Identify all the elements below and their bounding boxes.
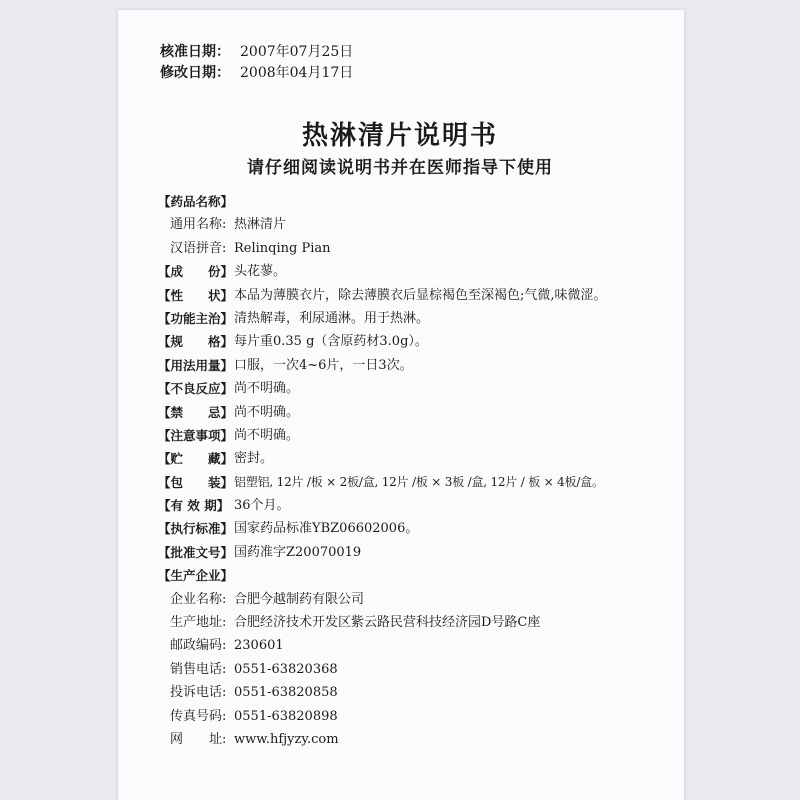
- field-row: [158, 728, 688, 751]
- field-value: 本品为薄膜衣片，除去薄膜衣后显棕褐色至深褐色;气微,味微涩。: [234, 287, 607, 303]
- field-label: 企业名称:: [170, 591, 227, 607]
- field-row: [158, 284, 688, 307]
- document-title: 热淋清片说明书: [301, 121, 498, 151]
- field-row: [158, 190, 688, 213]
- field-label: 生产地址:: [170, 615, 227, 631]
- date-block: [160, 42, 353, 84]
- field-value: 每片重0.35 g（含原药材3.0g）。: [234, 334, 428, 350]
- field-label: 【性 状】: [158, 287, 234, 303]
- field-label: 【执行标准】: [158, 521, 234, 537]
- document-subtitle: 请仔细阅读说明书并在医师指导下使用: [247, 158, 553, 178]
- field-value: 国药准字Z20070019: [234, 544, 362, 560]
- field-value: 尚不明确。: [234, 381, 300, 397]
- field-label: 【贮 藏】: [158, 451, 234, 467]
- field-value: 头花蓼。: [234, 264, 287, 280]
- field-label: 【成 份】: [158, 264, 234, 280]
- field-value: 0551-63820898: [234, 708, 338, 724]
- field-label: 【不良反应】: [158, 381, 234, 397]
- field-label: 通用名称:: [170, 217, 227, 233]
- field-row: [158, 237, 688, 260]
- field-row: [158, 658, 688, 681]
- field-row: [158, 354, 688, 377]
- field-row: [158, 681, 688, 704]
- field-value: Relinqing Pian: [234, 240, 331, 256]
- field-row: [158, 260, 688, 283]
- field-value: 尚不明确。: [234, 427, 300, 443]
- field-row: [158, 634, 688, 657]
- field-row: [158, 424, 688, 447]
- field-row: [158, 330, 688, 353]
- revision-date-value: 2008年04月17日: [240, 65, 354, 81]
- field-row: [158, 213, 688, 236]
- field-value: 合肥今越制药有限公司: [234, 591, 365, 607]
- field-value: 密封。: [234, 451, 274, 467]
- field-value: 清热解毒，利尿通淋。用于热淋。: [234, 310, 430, 326]
- field-value: 国家药品标准YBZ06602006。: [234, 521, 419, 537]
- field-value: 尚不明确。: [234, 404, 300, 420]
- field-row: [158, 564, 688, 587]
- field-value: 0551-63820858: [234, 685, 338, 701]
- field-label: 【功能主治】: [158, 310, 234, 326]
- field-label: 【用法用量】: [158, 357, 234, 373]
- field-row: [158, 611, 688, 634]
- field-row: [158, 494, 688, 517]
- field-label: 【药品名称】: [158, 194, 234, 209]
- field-label: 【有 效 期】: [158, 498, 230, 514]
- field-row: [158, 588, 688, 611]
- field-value: 0551-63820368: [234, 661, 338, 677]
- field-row: [158, 705, 688, 728]
- field-label: 网 址:: [170, 731, 227, 747]
- field-label: 投诉电话:: [170, 685, 227, 701]
- field-label: 【规 格】: [158, 334, 234, 350]
- field-value: 36个月。: [234, 498, 290, 514]
- approval-date-row: [160, 42, 353, 63]
- field-value: 合肥经济技术开发区紫云路民营科技经济园D号路C座: [234, 615, 541, 631]
- field-label: 销售电话:: [170, 661, 227, 677]
- field-row: [158, 377, 688, 400]
- field-row: [158, 517, 688, 540]
- field-label: 【生产企业】: [158, 568, 234, 584]
- field-row: [158, 541, 688, 564]
- field-value: 口服，一次4~6片，一日3次。: [234, 357, 413, 373]
- revision-date-label: 修改日期：: [160, 65, 230, 81]
- approval-date-label: 核准日期：: [160, 44, 230, 60]
- field-value: 热淋清片: [234, 217, 287, 233]
- field-label: 【禁 忌】: [158, 404, 234, 420]
- field-row: [158, 471, 688, 494]
- field-label: 传真号码:: [170, 708, 227, 724]
- field-row: [158, 307, 688, 330]
- field-value: 铝塑铝, 12片 /板 × 2板/盒, 12片 /板 × 3板 /盒, 12片 / 板 × 4板/盒。: [234, 474, 604, 489]
- field-label: 【批准文号】: [158, 544, 234, 560]
- field-row: [158, 447, 688, 470]
- field-row: [158, 401, 688, 424]
- field-value: www.hfjyzy.com: [234, 731, 339, 747]
- field-value: 230601: [234, 638, 284, 654]
- revision-date-row: [160, 63, 353, 84]
- field-list: [158, 190, 688, 751]
- field-label: 汉语拼音:: [170, 240, 227, 256]
- field-label: 邮政编码:: [170, 638, 227, 654]
- field-label: 【包 装】: [158, 474, 234, 490]
- field-label: 【注意事项】: [158, 427, 234, 443]
- approval-date-value: 2007年07月25日: [240, 44, 354, 60]
